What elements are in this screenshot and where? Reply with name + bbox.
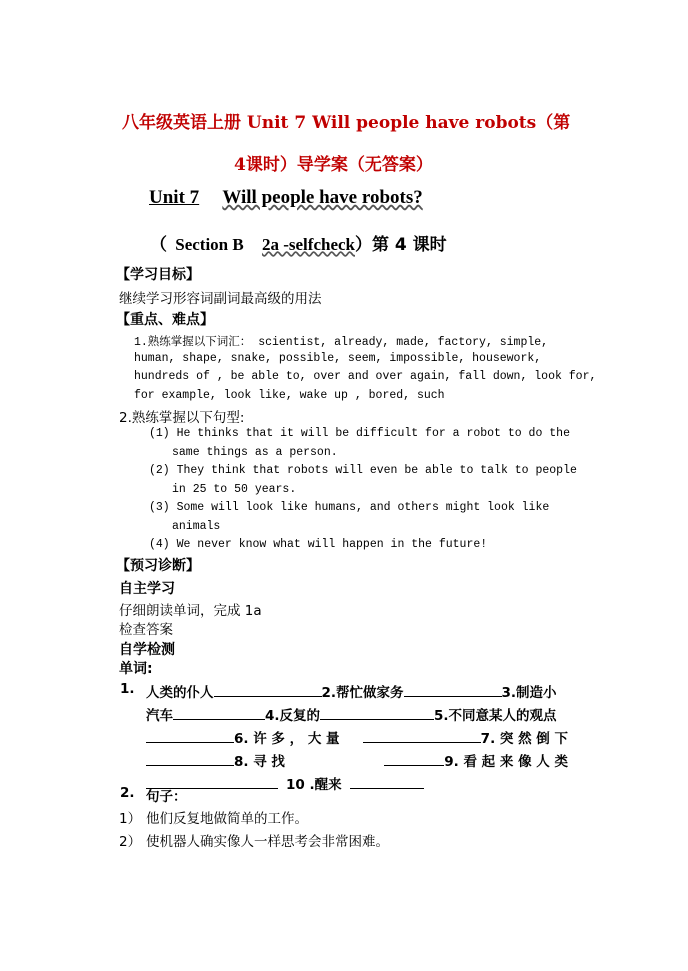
section-heading	[150, 230, 447, 255]
word-prompt-5: 5.不同意某人的观点	[434, 708, 557, 724]
sentences-label: 句子：	[146, 789, 187, 805]
word-prompt-1: 人类的仆人	[146, 685, 214, 701]
pattern-1b: same things as a person.	[172, 446, 338, 459]
unit-label: Unit 7	[149, 187, 200, 208]
pattern-2a: (2) They think that robots will even be able to talk to people	[149, 464, 577, 477]
answer-blank-6[interactable]	[363, 728, 481, 743]
word-prompt-8: 8. 寻 找	[234, 754, 285, 770]
pattern-1a: (1) He thinks that it will be difficult for a robot to do the	[149, 427, 570, 440]
doc-title-line2: 4课时）导学案（无答案）	[234, 155, 433, 175]
preview-heading: 【预习诊断】	[116, 558, 200, 574]
unit-title: Will people have robots?	[222, 187, 423, 208]
words-row-3	[146, 727, 568, 747]
section-range: 2a -selfcheck	[261, 235, 355, 254]
pattern-3b: animals	[172, 520, 221, 533]
section-open-paren: （	[150, 235, 167, 254]
translate-1-text: 他们反复地做简单的工作。	[146, 811, 308, 827]
answer-blank-3[interactable]	[173, 705, 265, 720]
word-prompt-9: 9. 看 起 来 像 人 类	[444, 754, 568, 770]
translate-1-number: 1）	[119, 811, 142, 827]
words-label: 单词:	[119, 661, 153, 677]
self-test-label: 自学检测	[119, 642, 175, 658]
words-row-4	[146, 750, 568, 770]
words-row-5	[146, 773, 424, 793]
item-1-number: 1.	[120, 681, 135, 697]
vocab-line-2: human, shape, snake, possible, seem, impossible, housework,	[134, 352, 542, 365]
check-answers-instruction: 检查答案	[119, 622, 173, 638]
sentences-heading: 2.熟练掌握以下句型:	[119, 410, 245, 426]
read-words-instruction: 仔细朗读单词，完成 1a	[119, 603, 262, 619]
goals-heading: 【学习目标】	[116, 267, 200, 283]
vocab-line-1: 1.熟练掌握以下词汇： scientist, already, made, factory, simple,	[134, 336, 549, 349]
answer-blank-8[interactable]	[384, 751, 444, 766]
key-points-heading: 【重点、难点】	[116, 312, 214, 328]
answer-blank-5[interactable]	[146, 728, 234, 743]
words-row-2	[146, 704, 557, 724]
answer-blank-7[interactable]	[146, 751, 234, 766]
item-2-number: 2.	[120, 785, 135, 801]
answer-blank-1[interactable]	[214, 682, 322, 697]
word-prompt-3: 3.制造小	[501, 685, 557, 701]
goals-text: 继续学习形容词副词最高级的用法	[119, 291, 322, 307]
word-prompt-7: 7. 突 然 倒 下	[480, 731, 568, 747]
self-study-label: 自主学习	[119, 581, 175, 597]
word-prompt-4: 4.反复的	[265, 708, 321, 724]
word-prompt-10: 10 .醒来	[286, 777, 342, 793]
unit-heading	[149, 187, 423, 209]
section-name: Section B	[175, 235, 244, 254]
words-row-1	[146, 681, 557, 701]
pattern-4: (4) We never know what will happen in the future!	[149, 538, 488, 551]
answer-blank-2[interactable]	[404, 682, 502, 697]
word-prompt-2: 2.帮忙做家务	[321, 685, 404, 701]
translate-2-number: 2）	[119, 834, 142, 850]
answer-blank-10[interactable]	[350, 774, 424, 789]
word-prompt-6: 6. 许 多 ， 大 量	[234, 731, 340, 747]
vocab-line-3: hundreds of , be able to, over and over again, fall down, look for,	[134, 370, 597, 383]
section-tail: ）第 4 课时	[355, 235, 447, 255]
translate-2-text: 使机器人确实像人一样思考会非常困难。	[146, 834, 389, 850]
doc-title-line1: 八年级英语上册 Unit 7 Will people have robots（第	[122, 113, 571, 133]
answer-blank-4[interactable]	[320, 705, 434, 720]
pattern-3a: (3) Some will look like humans, and others might look like	[149, 501, 550, 514]
vocab-line-4: for example, look like, wake up , bored, such	[134, 389, 445, 402]
word-prompt-3-cont: 汽车	[146, 708, 173, 724]
pattern-2b: in 25 to 50 years.	[172, 483, 297, 496]
